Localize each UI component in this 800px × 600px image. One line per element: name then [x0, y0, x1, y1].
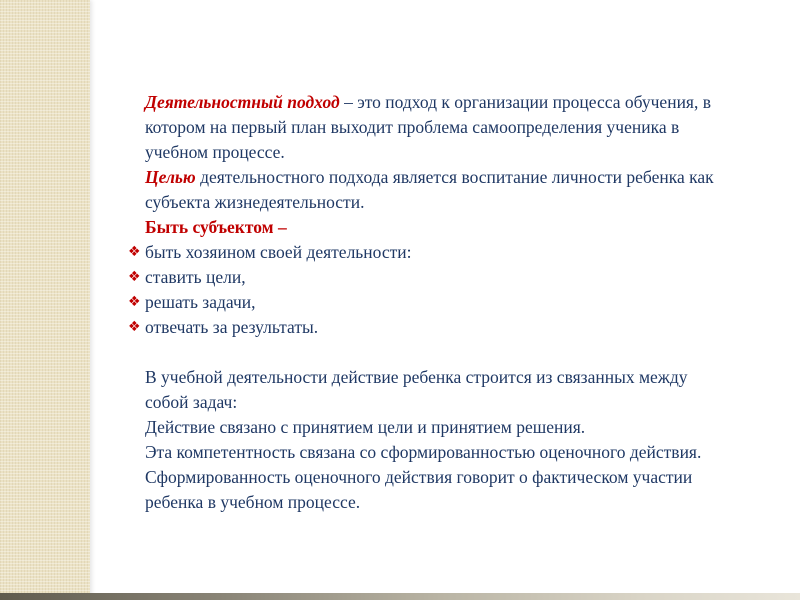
- paragraph-definition: [128, 90, 724, 165]
- list-item: [128, 315, 724, 340]
- paragraph-goal-text: деятельностного подхода является воспитание личности ребенка как субъекта жизнедеятельности.: [145, 167, 714, 212]
- content-area: [128, 90, 724, 515]
- paragraph-competence: Эта компетентность связана со сформированностью оценочного действия.: [145, 442, 702, 462]
- paragraph-definition-text: – это подход к организации процесса обучения, в котором на первый план выходит проблема самоопределения ученика в учебном процессе.: [145, 92, 711, 162]
- diamond-bullet-icon: ❖: [128, 269, 141, 285]
- bullet-text: отвечать за результаты.: [145, 317, 319, 337]
- bullet-text: решать задачи,: [145, 292, 256, 312]
- bullet-list: [128, 240, 724, 340]
- diamond-bullet-icon: ❖: [128, 244, 141, 260]
- second-text-block: [128, 365, 724, 515]
- diamond-bullet-icon: ❖: [128, 294, 141, 310]
- paragraph-be-subject: [128, 215, 724, 240]
- bullet-text: быть хозяином своей деятельности:: [145, 242, 412, 262]
- bullet-text: ставить цели,: [145, 267, 246, 287]
- list-item: [128, 290, 724, 315]
- paragraph-action-goal: Действие связано с принятием цели и принятием решения.: [145, 417, 586, 437]
- paragraph-learning-activity: В учебной деятельности действие ребенка строится из связанных между собой задач:: [145, 367, 688, 412]
- term-activity-approach: Деятельностный подход: [145, 92, 340, 112]
- list-item: [128, 240, 724, 265]
- term-goal: Целью: [145, 167, 196, 187]
- paragraph-goal: [128, 165, 724, 215]
- left-stripe: [0, 0, 90, 600]
- bottom-divider: [0, 593, 800, 600]
- diamond-bullet-icon: ❖: [128, 319, 141, 335]
- paragraph-formedness: Сформированность оценочного действия говорит о фактическом участии ребенка в учебном процессе.: [145, 467, 693, 512]
- list-item: [128, 265, 724, 290]
- term-be-subject: Быть субъектом –: [145, 217, 287, 237]
